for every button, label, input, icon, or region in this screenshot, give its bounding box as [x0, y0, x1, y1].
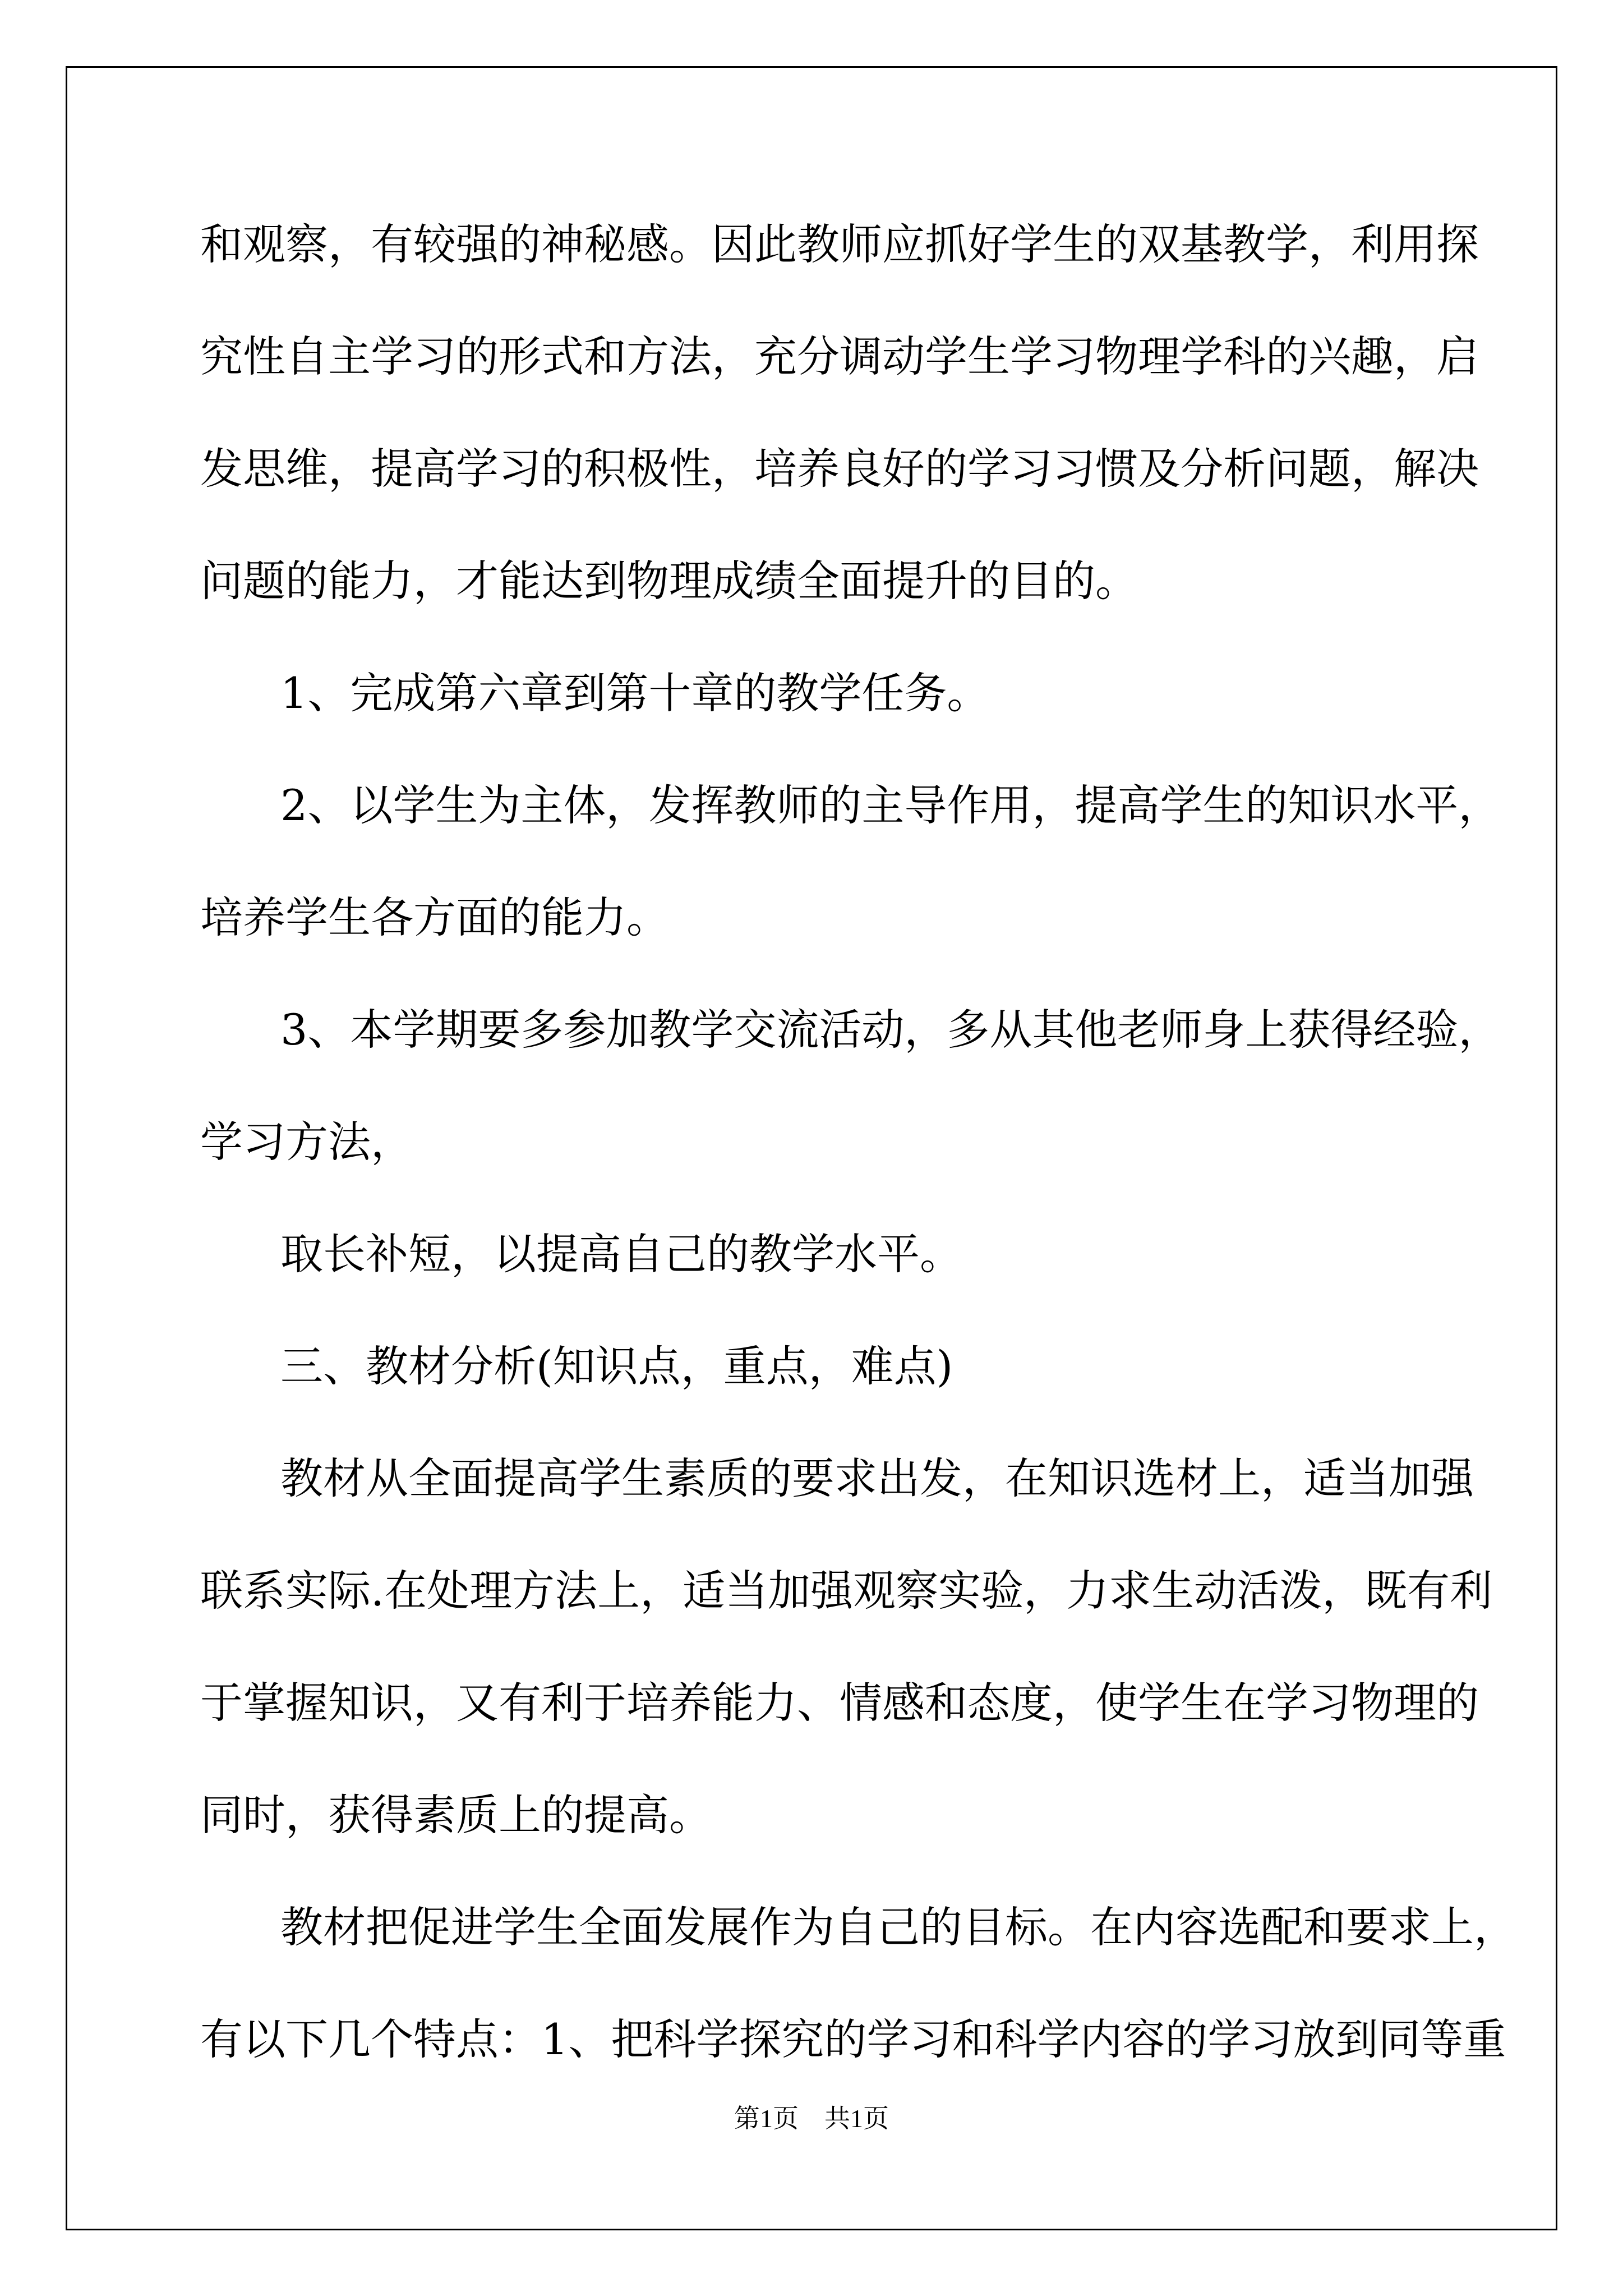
text-line: 2、以学生为主体，发挥教师的主导作用，提高学生的知识水平， [280, 780, 1501, 830]
text-line: 发思维，提高学习的积极性，培养良好的学习习惯及分析问题，解决 [200, 444, 1479, 494]
text-line: 培养学生各方面的能力。 [200, 892, 669, 942]
text-line: 学习方法， [200, 1117, 413, 1167]
text-line: 取长补短，以提高自己的教学水平。 [280, 1229, 962, 1279]
section-heading: 三、教材分析(知识点，重点，难点) [280, 1341, 953, 1391]
page-footer: 第1页 共1页 [734, 2104, 889, 2133]
text-line: 教材从全面提高学生素质的要求出发，在知识选材上，适当加强 [280, 1453, 1474, 1503]
text-line: 联系实际.在处理方法上，适当加强观察实验，力求生动活泼，既有利 [200, 1566, 1493, 1616]
text-line: 教材把促进学生全面发展作为自己的目标。在内容选配和要求上， [280, 1902, 1516, 1952]
text-line: 问题的能力，才能达到物理成绩全面提升的目的。 [200, 556, 1138, 606]
text-line: 究性自主学习的形式和方法，充分调动学生学习物理学科的兴趣，启 [200, 332, 1479, 381]
text-line: 同时，获得素质上的提高。 [200, 1790, 712, 1840]
text-line: 有以下几个特点：1、把科学探究的学习和科学内容的学习放到同等重 [200, 2014, 1506, 2064]
text-line: 1、完成第六章到第十章的教学任务。 [280, 668, 990, 718]
text-line: 于掌握知识，又有利于培养能力、情感和态度，使学生在学习物理的 [200, 1678, 1479, 1728]
text-line: 和观察，有较强的神秘感。因此教师应抓好学生的双基教学，利用探 [200, 219, 1479, 269]
text-line: 3、本学期要多参加教学交流活动，多从其他老师身上获得经验， [280, 1005, 1501, 1055]
